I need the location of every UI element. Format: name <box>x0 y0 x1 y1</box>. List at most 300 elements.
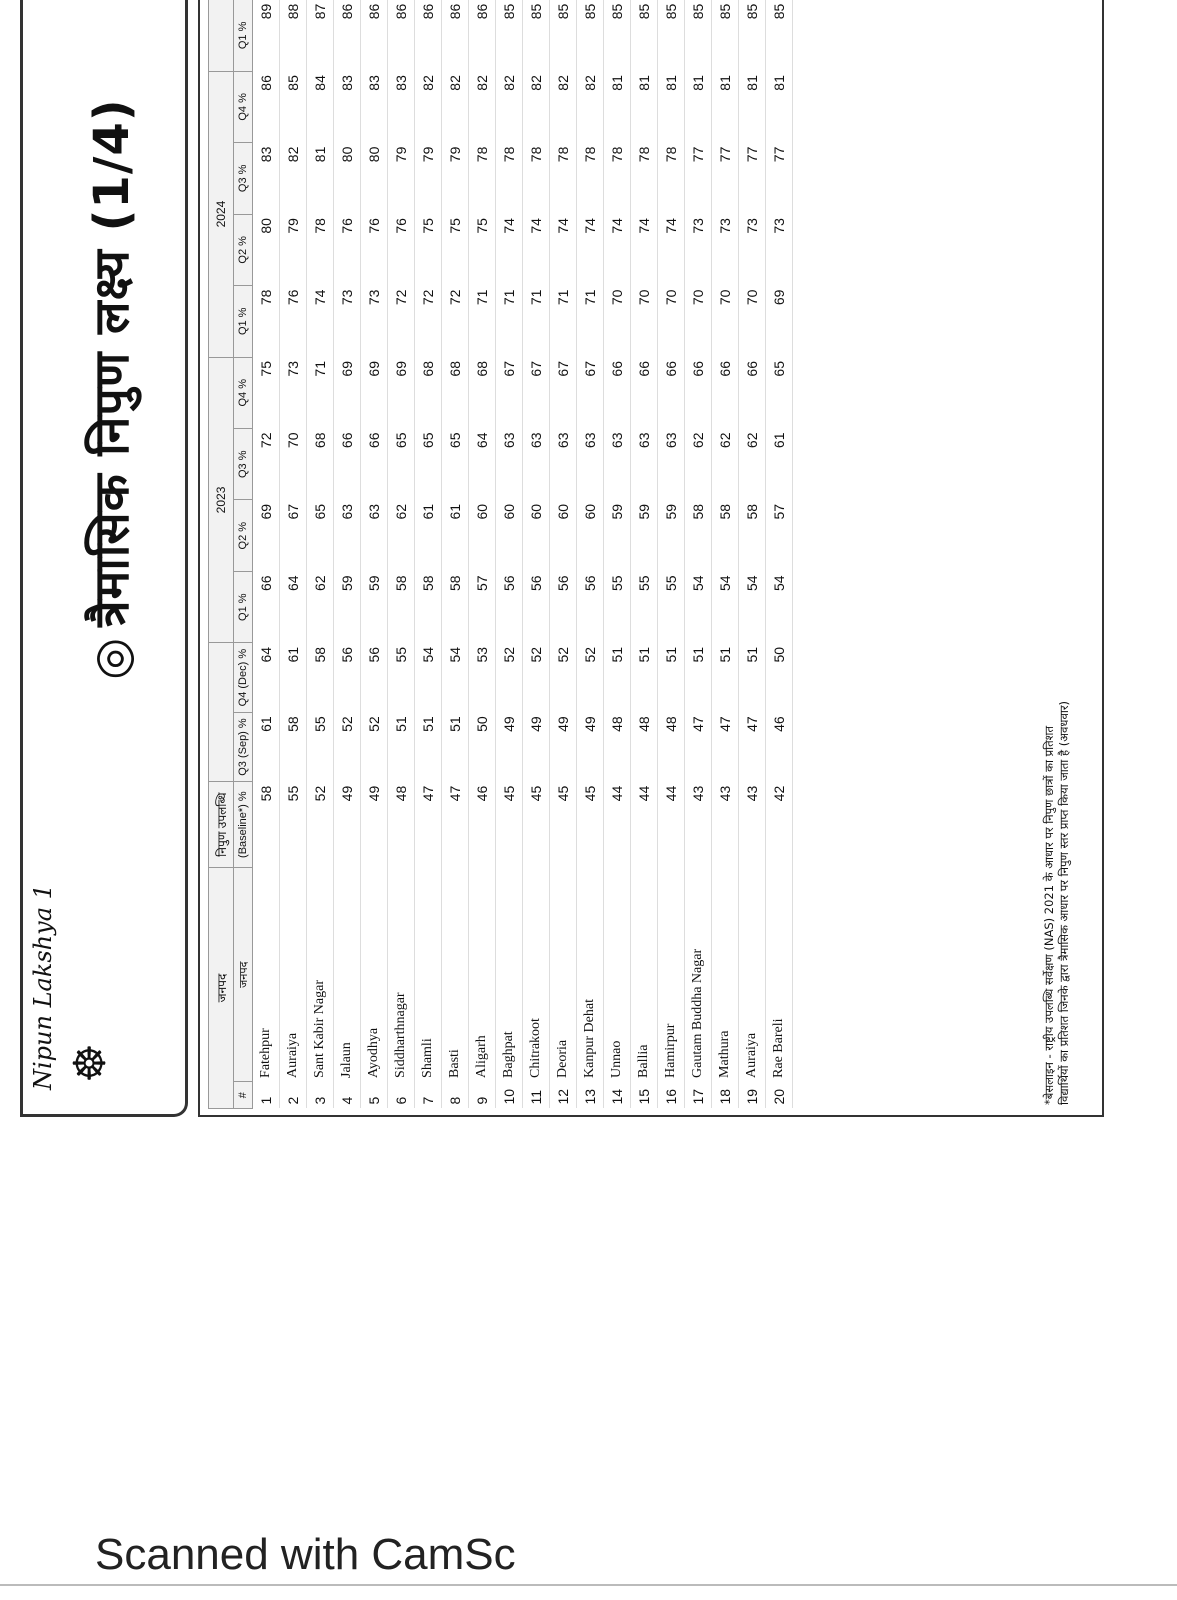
table-row <box>658 0 685 1109</box>
target-cell: 56 <box>366 646 382 663</box>
district-name: Fatehpur <box>258 1028 273 1078</box>
target-cell: 50 <box>771 646 787 663</box>
target-cell: 58 <box>447 575 463 592</box>
table-row <box>712 0 739 1109</box>
page-title: त्रैमासिक निपुण लक्ष्य (1/4) <box>84 98 140 627</box>
target-cell: 87 <box>312 3 328 20</box>
target-cell: 51 <box>447 716 463 732</box>
district-name: Auraiya <box>285 1032 300 1078</box>
target-cell: 82 <box>501 75 517 91</box>
target-cell: 66 <box>744 361 760 377</box>
target-icon: ◎ <box>84 636 140 680</box>
target-cell: 76 <box>366 218 382 234</box>
table-row <box>685 0 712 1109</box>
year-2023-header: 2023 <box>209 357 234 643</box>
row-number: 8 <box>447 1096 463 1105</box>
target-cell: 75 <box>420 218 436 234</box>
target-cell: 81 <box>690 75 706 91</box>
target-cell: 72 <box>393 289 409 306</box>
target-cell: 80 <box>258 218 274 234</box>
handwritten-note: Nipun Lakshya 1 <box>29 884 57 1090</box>
target-cell: 76 <box>339 218 355 234</box>
district-name: Gautam Buddha Nagar <box>690 948 705 1078</box>
footnote-line: विद्यार्थियों का प्रतिशत जिनके द्वारा त्रैमासिक आधार पर निपुण स्तर प्राप्त किया जाता है (अवधवार) <box>1057 700 1071 1105</box>
row-number: 19 <box>744 1088 760 1105</box>
target-cell: 58 <box>744 503 760 520</box>
target-cell: 59 <box>609 503 625 520</box>
column-header: # <box>234 1082 253 1109</box>
target-cell: 58 <box>393 575 409 592</box>
target-cell: 52 <box>528 646 544 663</box>
target-cell: 72 <box>258 432 274 449</box>
district-group-header: जनपद <box>209 868 234 1109</box>
target-cell: 76 <box>393 218 409 234</box>
target-cell: 70 <box>636 289 652 306</box>
target-cell: 82 <box>474 75 490 91</box>
column-header: Q3 % <box>234 143 253 214</box>
target-cell: 55 <box>393 646 409 663</box>
target-cell: 78 <box>258 289 274 306</box>
target-cell: 86 <box>447 3 463 20</box>
target-cell: 51 <box>636 646 652 663</box>
target-cell: 63 <box>582 432 598 449</box>
table-row <box>550 0 577 1109</box>
target-cell: 68 <box>474 361 490 377</box>
table-row <box>388 0 415 1109</box>
target-cell: 63 <box>636 432 652 449</box>
target-cell: 55 <box>663 575 679 592</box>
row-number: 16 <box>663 1088 679 1105</box>
column-header: Q1 % <box>234 0 253 71</box>
target-cell: 55 <box>285 785 301 802</box>
target-cell: 75 <box>474 218 490 234</box>
target-cell: 63 <box>663 432 679 449</box>
district-name: Mathura <box>717 1030 732 1078</box>
row-number: 10 <box>501 1088 517 1105</box>
target-cell: 83 <box>393 75 409 91</box>
target-cell: 82 <box>555 75 571 91</box>
target-cell: 89 <box>258 3 274 20</box>
target-cell: 65 <box>312 503 328 520</box>
target-cell: 79 <box>420 146 436 163</box>
table-row <box>469 0 496 1109</box>
target-cell: 79 <box>447 146 463 163</box>
target-cell: 60 <box>582 503 598 520</box>
district-name: Kanpur Dehat <box>582 999 597 1078</box>
target-cell: 78 <box>663 146 679 163</box>
target-cell: 85 <box>501 3 517 20</box>
target-cell: 62 <box>717 432 733 449</box>
target-cell: 77 <box>690 146 706 163</box>
target-cell: 64 <box>285 575 301 592</box>
target-cell: 88 <box>285 3 301 20</box>
target-cell: 67 <box>528 361 544 377</box>
table-row <box>334 0 361 1109</box>
table-row <box>523 0 550 1109</box>
target-cell: 47 <box>717 716 733 732</box>
target-cell: 67 <box>582 361 598 377</box>
target-cell: 55 <box>636 575 652 592</box>
column-header: (Baseline*) % <box>234 782 253 868</box>
target-cell: 44 <box>636 785 652 802</box>
target-cell: 56 <box>582 575 598 592</box>
target-cell: 49 <box>582 716 598 732</box>
target-cell: 48 <box>636 716 652 732</box>
target-cell: 51 <box>663 646 679 663</box>
target-cell: 62 <box>690 432 706 449</box>
row-number: 3 <box>312 1096 328 1105</box>
target-cell: 62 <box>744 432 760 449</box>
target-cell: 82 <box>582 75 598 91</box>
target-cell: 73 <box>339 289 355 306</box>
year-2024-header: 2024 <box>209 71 234 357</box>
column-header: Q1 % <box>234 286 253 357</box>
row-number: 17 <box>690 1088 706 1105</box>
target-cell: 63 <box>609 432 625 449</box>
target-cell: 57 <box>474 575 490 592</box>
target-cell: 51 <box>609 646 625 663</box>
target-cell: 69 <box>258 503 274 520</box>
table-row <box>496 0 523 1109</box>
target-cell: 67 <box>285 503 301 520</box>
row-number: 1 <box>258 1096 274 1105</box>
target-cell: 60 <box>528 503 544 520</box>
target-cell: 82 <box>285 146 301 163</box>
target-cell: 65 <box>393 432 409 449</box>
target-cell: 44 <box>663 785 679 802</box>
target-cell: 79 <box>393 146 409 163</box>
target-cell: 77 <box>771 146 787 163</box>
target-cell: 63 <box>501 432 517 449</box>
target-cell: 61 <box>285 646 301 663</box>
target-cell: 69 <box>393 361 409 377</box>
district-name: Ballia <box>636 1044 651 1078</box>
target-cell: 66 <box>366 432 382 449</box>
target-cell: 56 <box>339 646 355 663</box>
row-number: 18 <box>717 1088 733 1105</box>
target-cell: 56 <box>555 575 571 592</box>
row-number: 9 <box>474 1096 490 1105</box>
target-cell: 73 <box>717 218 733 234</box>
target-cell: 86 <box>393 3 409 20</box>
district-name: Jalaun <box>339 1042 354 1078</box>
target-cell: 52 <box>501 646 517 663</box>
target-cell: 73 <box>690 218 706 234</box>
target-cell: 43 <box>744 785 760 802</box>
footnote-line: *बेसलाइन - राष्ट्रीय उपलब्धि सर्वेक्षण (NAS) 2021 के आधार पर निपुण छात्रों का प्रतिशत <box>1042 725 1056 1105</box>
target-cell: 61 <box>771 432 787 449</box>
table-row <box>253 0 280 1109</box>
target-cell: 81 <box>636 75 652 91</box>
target-cell: 65 <box>447 432 463 449</box>
target-cell: 83 <box>366 75 382 91</box>
target-cell: 47 <box>447 785 463 802</box>
target-cell: 54 <box>771 575 787 592</box>
target-cell: 69 <box>366 361 382 377</box>
target-cell: 61 <box>258 716 274 732</box>
target-cell: 46 <box>771 716 787 732</box>
target-cell: 71 <box>555 289 571 306</box>
target-cell: 83 <box>339 75 355 91</box>
target-cell: 54 <box>717 575 733 592</box>
table-row <box>577 0 604 1109</box>
target-cell: 66 <box>609 361 625 377</box>
target-cell: 54 <box>690 575 706 592</box>
target-cell: 43 <box>717 785 733 802</box>
district-name: Hamirpur <box>663 1023 678 1078</box>
column-header: Q3 % <box>234 429 253 500</box>
district-name: Aligarh <box>474 1035 489 1078</box>
target-cell: 85 <box>555 3 571 20</box>
table-row <box>361 0 388 1109</box>
target-cell: 59 <box>366 575 382 592</box>
target-cell: 74 <box>501 218 517 234</box>
target-cell: 61 <box>447 503 463 520</box>
target-cell: 54 <box>420 646 436 663</box>
target-cell: 74 <box>636 218 652 234</box>
target-cell: 78 <box>474 146 490 163</box>
target-cell: 45 <box>555 785 571 802</box>
target-cell: 68 <box>420 361 436 377</box>
district-name: Auraiya <box>744 1032 759 1078</box>
target-cell: 85 <box>663 3 679 20</box>
target-cell: 42 <box>771 785 787 802</box>
column-header: Q3 (Sep) % <box>234 712 253 781</box>
target-cell: 61 <box>420 503 436 520</box>
target-cell: 70 <box>663 289 679 306</box>
target-cell: 51 <box>393 716 409 732</box>
target-cell: 78 <box>501 146 517 163</box>
year-header-row <box>209 0 234 1109</box>
target-cell: 85 <box>285 75 301 91</box>
table-body <box>253 0 793 1109</box>
target-cell: 47 <box>420 785 436 802</box>
target-cell: 60 <box>501 503 517 520</box>
target-cell: 45 <box>528 785 544 802</box>
target-cell: 71 <box>312 361 328 377</box>
target-cell: 74 <box>609 218 625 234</box>
target-cell: 51 <box>420 716 436 732</box>
target-cell: 85 <box>636 3 652 20</box>
target-cell: 69 <box>339 361 355 377</box>
target-cell: 66 <box>717 361 733 377</box>
target-cell: 50 <box>474 716 490 732</box>
target-cell: 48 <box>609 716 625 732</box>
district-name: Shamli <box>420 1038 435 1078</box>
row-number: 15 <box>636 1088 652 1105</box>
camscanner-watermark: Scanned with CamSc <box>95 1530 516 1579</box>
target-cell: 78 <box>312 218 328 234</box>
target-cell: 86 <box>366 3 382 20</box>
target-cell: 64 <box>258 646 274 663</box>
target-cell: 52 <box>555 646 571 663</box>
target-cell: 82 <box>447 75 463 91</box>
target-cell: 62 <box>393 503 409 520</box>
target-cell: 52 <box>312 785 328 802</box>
table-row <box>307 0 334 1109</box>
target-cell: 67 <box>555 361 571 377</box>
target-cell: 74 <box>528 218 544 234</box>
footnote <box>1042 701 1072 1105</box>
target-cell: 51 <box>744 646 760 663</box>
table-row <box>604 0 631 1109</box>
target-cell: 58 <box>258 785 274 802</box>
target-cell: 77 <box>744 146 760 163</box>
target-cell: 64 <box>474 432 490 449</box>
target-cell: 70 <box>285 432 301 449</box>
target-cell: 55 <box>609 575 625 592</box>
target-cell: 74 <box>555 218 571 234</box>
target-cell: 78 <box>528 146 544 163</box>
target-cell: 58 <box>285 716 301 732</box>
target-cell: 70 <box>744 289 760 306</box>
district-name: Baghpat <box>501 1031 516 1078</box>
target-cell: 54 <box>744 575 760 592</box>
target-cell: 75 <box>258 361 274 377</box>
target-cell: 59 <box>663 503 679 520</box>
target-cell: 63 <box>528 432 544 449</box>
target-cell: 72 <box>420 289 436 306</box>
title-banner <box>20 0 188 1117</box>
baseline-group-header: निपुण उपलब्धि <box>209 782 234 868</box>
district-name: Sant Kabir Nagar <box>312 979 327 1078</box>
target-cell: 71 <box>528 289 544 306</box>
target-cell: 48 <box>393 785 409 802</box>
target-cell: 49 <box>555 716 571 732</box>
target-cell: 53 <box>474 646 490 663</box>
column-header: Q2 % <box>234 214 253 285</box>
table-row <box>631 0 658 1109</box>
target-cell: 52 <box>582 646 598 663</box>
target-cell: 56 <box>528 575 544 592</box>
target-cell: 59 <box>636 503 652 520</box>
table-row <box>415 0 442 1109</box>
district-name: Unnao <box>609 1040 624 1078</box>
district-name: Siddharthnagar <box>393 992 408 1078</box>
target-cell: 73 <box>744 218 760 234</box>
target-cell: 51 <box>717 646 733 663</box>
target-cell: 63 <box>366 503 382 520</box>
scan-page-edge <box>0 1584 1177 1586</box>
table-row <box>739 0 766 1109</box>
target-cell: 82 <box>528 75 544 91</box>
row-number: 12 <box>555 1088 571 1105</box>
target-cell: 56 <box>501 575 517 592</box>
target-cell: 71 <box>582 289 598 306</box>
target-cell: 86 <box>474 3 490 20</box>
target-cell: 84 <box>312 75 328 91</box>
target-cell: 78 <box>582 146 598 163</box>
target-cell: 81 <box>312 146 328 163</box>
target-cell: 70 <box>609 289 625 306</box>
column-header: Q4 (Dec) % <box>234 643 253 712</box>
row-number: 2 <box>285 1096 301 1105</box>
target-cell: 44 <box>609 785 625 802</box>
target-cell: 85 <box>690 3 706 20</box>
target-cell: 63 <box>339 503 355 520</box>
district-name: Rae Bareli <box>771 1018 786 1078</box>
target-cell: 52 <box>366 716 382 732</box>
target-cell: 78 <box>555 146 571 163</box>
target-cell: 81 <box>771 75 787 91</box>
target-cell: 48 <box>663 716 679 732</box>
target-cell: 54 <box>447 646 463 663</box>
year-2023-partial-header <box>209 643 234 782</box>
target-cell: 66 <box>663 361 679 377</box>
column-header: Q2 % <box>234 500 253 571</box>
target-cell: 65 <box>420 432 436 449</box>
target-cell: 58 <box>312 646 328 663</box>
emblem-icon: ☸ <box>65 1043 116 1083</box>
row-number: 5 <box>366 1096 382 1105</box>
target-cell: 74 <box>582 218 598 234</box>
row-number: 7 <box>420 1096 436 1105</box>
target-cell: 81 <box>609 75 625 91</box>
target-cell: 75 <box>447 218 463 234</box>
target-cell: 63 <box>555 432 571 449</box>
target-cell: 62 <box>312 575 328 592</box>
target-cell: 65 <box>771 361 787 377</box>
column-header-row <box>234 0 253 1109</box>
target-cell: 47 <box>744 716 760 732</box>
row-number: 11 <box>528 1089 544 1105</box>
target-cell: 71 <box>501 289 517 306</box>
table-row <box>766 0 793 1109</box>
target-cell: 45 <box>582 785 598 802</box>
target-cell: 77 <box>717 146 733 163</box>
target-cell: 49 <box>339 785 355 802</box>
target-cell: 73 <box>366 289 382 306</box>
target-cell: 68 <box>312 432 328 449</box>
target-cell: 49 <box>366 785 382 802</box>
target-cell: 81 <box>663 75 679 91</box>
target-cell: 85 <box>582 3 598 20</box>
district-target-table <box>208 0 793 1109</box>
target-cell: 86 <box>420 3 436 20</box>
target-cell: 74 <box>312 289 328 306</box>
target-cell: 67 <box>501 361 517 377</box>
target-cell: 85 <box>744 3 760 20</box>
district-name: Basti <box>447 1049 462 1078</box>
target-cell: 82 <box>420 75 436 91</box>
target-cell: 85 <box>717 3 733 20</box>
target-cell: 69 <box>771 289 787 306</box>
target-cell: 78 <box>609 146 625 163</box>
target-cell: 72 <box>447 289 463 306</box>
target-cell: 66 <box>258 575 274 592</box>
target-cell: 52 <box>339 716 355 732</box>
target-cell: 66 <box>636 361 652 377</box>
row-number: 20 <box>771 1088 787 1105</box>
target-cell: 81 <box>744 75 760 91</box>
row-number: 14 <box>609 1088 625 1105</box>
target-cell: 66 <box>690 361 706 377</box>
target-cell: 70 <box>690 289 706 306</box>
table-row <box>442 0 469 1109</box>
target-cell: 80 <box>366 146 382 163</box>
column-header: जनपद <box>234 868 253 1082</box>
column-header: Q4 % <box>234 357 253 428</box>
district-name: Deoria <box>555 1039 570 1078</box>
target-cell: 51 <box>690 646 706 663</box>
target-cell: 49 <box>501 716 517 732</box>
target-cell: 78 <box>636 146 652 163</box>
target-cell: 58 <box>690 503 706 520</box>
target-cell: 86 <box>339 3 355 20</box>
column-header: Q1 % <box>234 571 253 642</box>
target-cell: 85 <box>528 3 544 20</box>
targets-panel <box>198 0 1104 1117</box>
